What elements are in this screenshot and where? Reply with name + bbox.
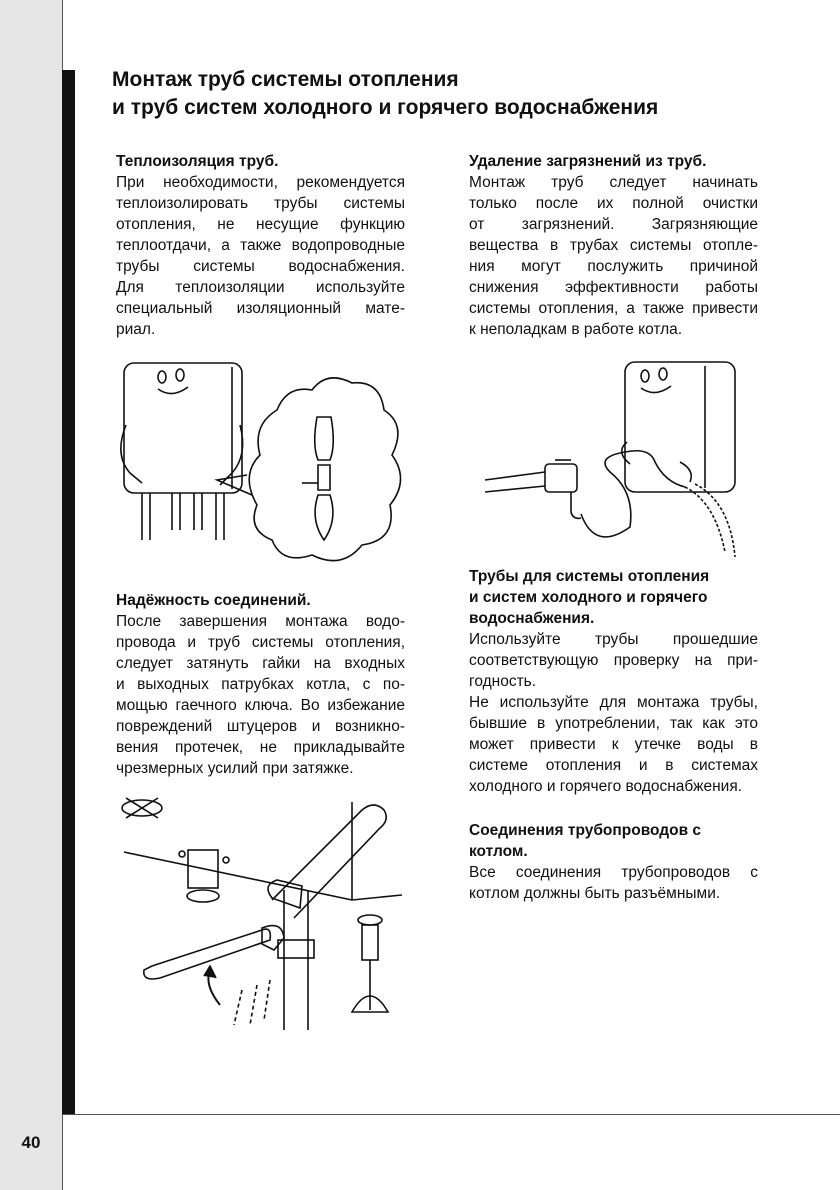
text-line: мощью гаечного ключа. Во избежание <box>116 697 405 714</box>
heading-line: Соединения трубопроводов с <box>469 822 702 839</box>
figure-cleaning <box>485 352 775 562</box>
text-line: При необходимости, рекомендуется <box>116 174 405 191</box>
text-line: Все соединения трубопроводов с <box>469 864 758 881</box>
text-line: ния могут послужить причиной <box>469 258 758 275</box>
section-heading <box>469 566 758 629</box>
section-body <box>469 172 758 340</box>
text-line: Монтаж труб следует начинать <box>469 174 758 191</box>
boiler-hose-flushing-illustration <box>485 352 775 562</box>
wrench-tightening-nut-illustration <box>112 790 412 1030</box>
text-line: вения протечек, не прикладывайте <box>116 739 405 756</box>
text-line: системе отопления и в системах <box>469 757 758 774</box>
page-number: 40 <box>21 1133 41 1152</box>
section-body <box>116 611 405 779</box>
text-line: котлом должны быть разъёмными. <box>469 885 721 902</box>
text-line: После завершения монтажа водо- <box>116 613 405 630</box>
text-line: провода и труб системы отопления, <box>116 634 405 651</box>
heading-line: водоснабжения. <box>469 610 595 627</box>
boiler-insulated-pipe-illustration <box>112 355 412 575</box>
heading-line: котлом. <box>469 843 528 860</box>
section-cleaning <box>469 151 758 340</box>
section-pipes <box>469 566 758 797</box>
text-line: трубы системы водоснабжения. <box>116 258 405 275</box>
text-line: бывшие в употреблении, так как это <box>469 715 758 732</box>
figure-wrench <box>112 790 412 1030</box>
text-line: холодного и горячего водоснабжения. <box>469 778 743 795</box>
section-body <box>116 172 405 340</box>
section-heading: Надёжность соединений. <box>116 592 311 609</box>
figure-insulation <box>112 355 412 575</box>
text-line: теплоотдачи, а также водопроводные <box>116 237 405 254</box>
section-heading <box>469 820 758 862</box>
text-line: годность. <box>469 673 537 690</box>
text-line: следует затянуть гайки на входных <box>116 655 405 672</box>
text-line: системы отопления, а также привести <box>469 300 758 317</box>
page-margin-strip <box>0 0 62 1190</box>
text-line: только после их полной очистки <box>469 195 758 212</box>
section-heading: Удаление загрязнений из труб. <box>469 153 707 170</box>
section-body <box>469 629 758 797</box>
text-line: к неполадкам в работе котла. <box>469 321 683 338</box>
text-line: может привести к утечке воды в <box>469 736 758 753</box>
heading-line: Трубы для системы отопления <box>469 568 710 585</box>
text-line: риал. <box>116 321 156 338</box>
text-line: отопления, не несущие функцию <box>116 216 405 233</box>
text-line: Не используйте для монтажа трубы, <box>469 694 758 711</box>
text-line: снижения эффективности работы <box>469 279 758 296</box>
text-line: Для теплоизоляции используйте <box>116 279 405 296</box>
section-reliability <box>116 590 405 779</box>
section-heading: Теплоизоляция труб. <box>116 153 279 170</box>
section-insulation <box>116 151 405 340</box>
section-connections <box>469 820 758 904</box>
footer-rule <box>62 1114 840 1115</box>
text-line: от загрязнений. Загрязняющие <box>469 216 758 233</box>
text-line: вещества в трубах системы отопле- <box>469 237 758 254</box>
section-body <box>469 862 758 904</box>
page-title <box>112 66 812 122</box>
text-line: Используйте трубы прошедшие <box>469 631 758 648</box>
text-line: теплоизолировать трубы системы <box>116 195 405 212</box>
heading-line: и систем холодного и горячего <box>469 589 708 606</box>
page-title-line: Монтаж труб системы отопления <box>112 68 459 91</box>
section-bar <box>62 70 75 1114</box>
text-line: и выходных патрубках котла, с по- <box>116 676 405 693</box>
text-line: повреждений штуцеров и возникно- <box>116 718 405 735</box>
text-line: соответствующую проверку на при- <box>469 652 758 669</box>
page-title-line: и труб систем холодного и горячего водоснабжения <box>112 96 659 119</box>
text-line: чрезмерных усилий при затяжке. <box>116 760 354 777</box>
text-line: специальный изоляционный мате- <box>116 300 405 317</box>
